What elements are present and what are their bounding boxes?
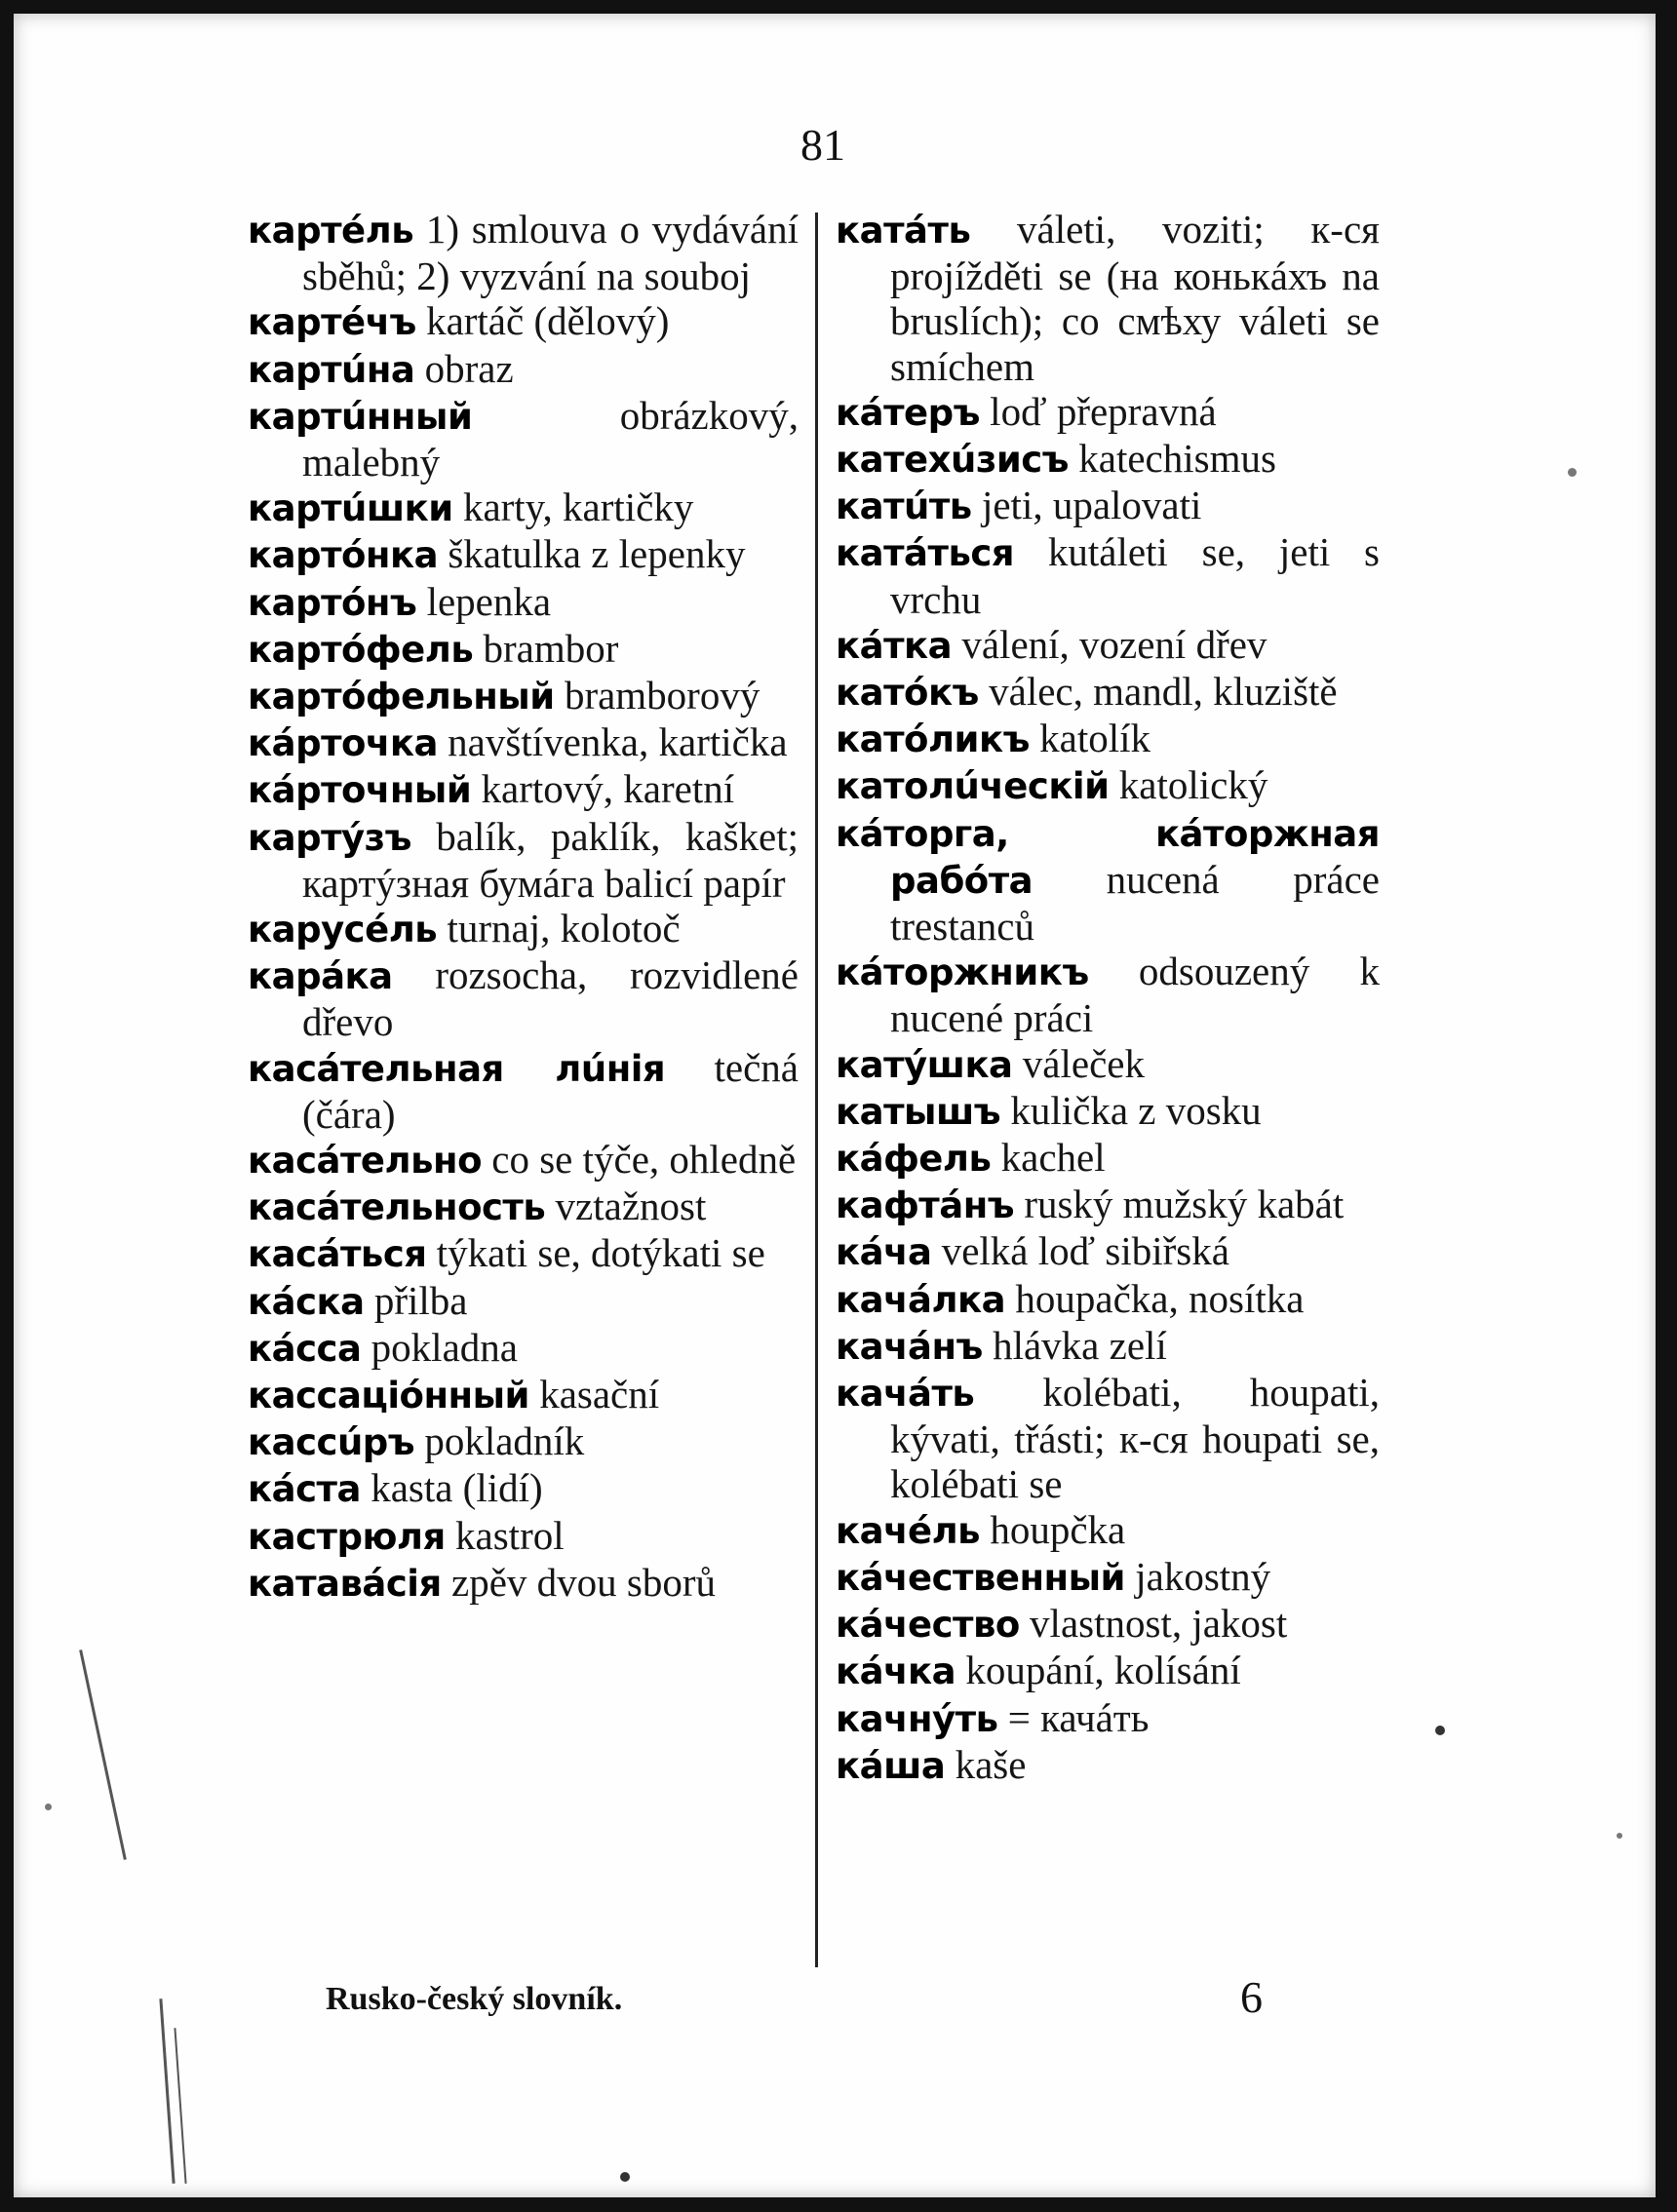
entry-headword: катóликъ: [836, 718, 1030, 761]
dictionary-entry: [248, 1184, 799, 1230]
dictionary-entry: [248, 1372, 799, 1418]
entry-definition: zpěv dvou sborů: [451, 1559, 717, 1605]
entry-definition: karty, kartičky: [462, 485, 694, 530]
dictionary-entry: [248, 531, 799, 578]
entry-definition: velká loď sibiřská: [941, 1228, 1229, 1274]
dictionary-entry: [836, 207, 1380, 389]
entry-headword: кáска: [248, 1280, 365, 1323]
entry-headword: катáться: [836, 532, 1015, 575]
entry-headword: кастрюля: [248, 1515, 446, 1558]
scan-speck: [1435, 1726, 1445, 1735]
entry-definition: katolický: [1118, 762, 1268, 808]
entry-headword: кáторжникъ: [836, 951, 1089, 994]
dictionary-entry: [836, 1742, 1380, 1789]
entry-definition: kasta (lidí): [370, 1465, 543, 1511]
entry-headword: качнýть: [836, 1697, 998, 1740]
dictionary-entry: [248, 1278, 799, 1325]
entry-headword: кáчество: [836, 1604, 1020, 1647]
dictionary-entry: [836, 1228, 1380, 1275]
entry-headword: кафтáнъ: [836, 1184, 1015, 1227]
entry-definition: přilba: [373, 1277, 468, 1323]
entry-definition: váleček: [1022, 1040, 1145, 1086]
entry-headword: касáться: [248, 1233, 427, 1276]
entry-headword: кáрточка: [248, 722, 438, 765]
dictionary-entry: [836, 762, 1380, 809]
entry-definition: turnaj, kolotoč: [447, 906, 681, 951]
entry-definition: koupání, kolísání: [965, 1648, 1241, 1693]
entry-definition: navštívenka, kartička: [448, 719, 788, 765]
entry-definition: týkati se, dotýkati se: [436, 1230, 765, 1276]
dictionary-entry: [248, 906, 799, 952]
entry-headword: катавáсія: [248, 1562, 442, 1605]
footer-title: Rusko-český slovník.: [326, 1981, 623, 2017]
entry-definition: balík, paklík, kašket; картýзная бумáга balicí papír: [302, 813, 800, 906]
dictionary-entry: [248, 1137, 799, 1184]
entry-definition: tečná (čára): [302, 1044, 799, 1137]
entry-headword: кассаціóнный: [248, 1375, 529, 1417]
dictionary-entry: [248, 346, 799, 393]
entry-headword: картóфельный: [248, 676, 555, 718]
entry-definition: kulička z vosku: [1010, 1087, 1262, 1133]
dictionary-entry: [248, 579, 799, 626]
dictionary-entry: [836, 669, 1380, 716]
dictionary-entry: [248, 673, 799, 719]
dictionary-entry: [836, 1276, 1380, 1323]
dictionary-entry: [836, 1648, 1380, 1694]
entry-headword: катáть: [836, 210, 971, 252]
dictionary-entry: [248, 298, 799, 345]
scan-speck: [1617, 1833, 1622, 1839]
dictionary-entry: [836, 949, 1380, 1040]
scan-speck: [45, 1804, 52, 1810]
dictionary-entry: [836, 389, 1380, 436]
entry-definition: bramborový: [564, 673, 760, 718]
dictionary-entry: [248, 1230, 799, 1277]
entry-definition: houpčka: [990, 1506, 1126, 1552]
entry-headword: катóкъ: [836, 672, 979, 715]
signature-mark: 6: [1240, 1972, 1263, 2022]
scan-speck: [620, 2172, 630, 2182]
entry-headword: катехúзисъ: [836, 439, 1069, 482]
entry-definition: obraz: [424, 345, 514, 391]
entry-headword: кáчка: [836, 1650, 956, 1693]
dictionary-entry: [836, 810, 1380, 950]
dictionary-entry: [836, 1695, 1380, 1742]
dictionary-entry: [836, 1323, 1380, 1370]
entry-headword: катýшка: [836, 1043, 1013, 1086]
dictionary-entry: [248, 719, 799, 766]
dictionary-entry: [248, 1560, 799, 1607]
entry-headword: кáча: [836, 1231, 932, 1274]
entry-headword: качéль: [836, 1509, 981, 1552]
entry-definition: loď přepravná: [990, 388, 1217, 434]
dictionary-entry: [248, 1045, 799, 1137]
entry-definition: kutáleti se, jeti s vrchu: [890, 529, 1380, 622]
entry-headword: касáтельно: [248, 1140, 482, 1183]
entry-headword: катúть: [836, 485, 972, 528]
entry-definition: nucená práce trestanců: [890, 856, 1380, 950]
dictionary-entry: [836, 622, 1380, 669]
dictionary-entry: [248, 626, 799, 673]
entry-definition: pokladník: [424, 1418, 585, 1464]
entry-headword: картúна: [248, 348, 415, 391]
entry-headword: кáчественный: [836, 1556, 1125, 1599]
entry-definition: vztažnost: [555, 1184, 707, 1229]
entry-definition: válec, mandl, kluziště: [989, 669, 1338, 715]
entry-definition: katechismus: [1078, 436, 1276, 482]
dictionary-entry: [248, 952, 799, 1044]
entry-headword: качáнъ: [836, 1325, 983, 1368]
entry-definition: kastrol: [455, 1512, 565, 1558]
entry-headword: картéчъ: [248, 301, 416, 344]
entry-definition: kasační: [539, 1372, 660, 1417]
entry-headword: катышъ: [836, 1090, 1001, 1133]
dictionary-entry: [836, 483, 1380, 529]
dictionary-entry: [836, 1088, 1380, 1135]
entry-definition: lepenka: [426, 578, 552, 624]
entry-definition: kartáč (dělový): [426, 298, 670, 344]
entry-headword: картéль: [248, 210, 414, 252]
dictionary-entry: [836, 1135, 1380, 1182]
entry-headword: кáрточный: [248, 769, 472, 812]
entry-headword: кáста: [248, 1468, 361, 1511]
entry-definition: vlastnost, jakost: [1030, 1601, 1288, 1647]
entry-headword: картúнный: [248, 395, 473, 438]
entry-definition: rozsocha, rozvidlené dřevo: [302, 952, 800, 1045]
entry-definition: = качáть: [1007, 1694, 1150, 1740]
entry-headword: картóфель: [248, 628, 474, 671]
entry-headword: качáть: [836, 1373, 975, 1416]
entry-headword: католúческій: [836, 765, 1110, 808]
entry-definition: hlávka zelí: [993, 1322, 1167, 1368]
entry-headword: касáтельность: [248, 1186, 546, 1229]
entry-headword: кáторга, кáторжная рабóта: [836, 812, 1380, 902]
entry-headword: картúшки: [248, 487, 453, 530]
entry-headword: картóнка: [248, 534, 439, 577]
dictionary-entry: [836, 1507, 1380, 1554]
scan-speck: [1568, 468, 1577, 477]
entry-definition: váleti, voziti; к-ся projížděti se (на конькáхъ na bruslích); со смѣху váleti se smíchem: [890, 207, 1381, 389]
dictionary-entry: [248, 1418, 799, 1465]
entry-definition: jakostný: [1135, 1553, 1271, 1599]
entry-definition: válení, vození dřev: [961, 621, 1268, 667]
entry-definition: jeti, upalovati: [981, 483, 1202, 528]
entry-definition: brambor: [483, 625, 619, 671]
entry-headword: картóнъ: [248, 581, 417, 624]
entry-headword: кассúръ: [248, 1421, 415, 1464]
entry-definition: houpačka, nosítka: [1015, 1275, 1305, 1321]
dictionary-entry: [248, 207, 799, 298]
dictionary-entry: [836, 1554, 1380, 1601]
entry-headword: карусéль: [248, 909, 438, 951]
dictionary-entry: [836, 436, 1380, 483]
dictionary-entry: [836, 1601, 1380, 1648]
entry-definition: co se týče, ohledně: [491, 1137, 797, 1183]
entry-definition: škatulka z lepenky: [448, 531, 746, 577]
entry-headword: кáтка: [836, 624, 953, 667]
dictionary-entry: [836, 1041, 1380, 1088]
entry-definition: kolébati, houpati, kývati, třásti; к-ся houpati se, kolébati se: [890, 1370, 1380, 1507]
entry-definition: kaše: [955, 1741, 1027, 1787]
page-number: 81: [800, 120, 845, 170]
dictionary-entry: [836, 1182, 1380, 1228]
entry-headword: кáсса: [248, 1327, 362, 1370]
left-column: [248, 207, 799, 1607]
dictionary-entry: [836, 1370, 1380, 1507]
entry-definition: ruský mužský kabát: [1024, 1182, 1345, 1227]
entry-headword: качáлка: [836, 1278, 1006, 1321]
entry-headword: кáфель: [836, 1138, 992, 1181]
entry-definition: pokladna: [370, 1324, 518, 1370]
dictionary-entry: [248, 1325, 799, 1372]
dictionary-entry: [836, 529, 1380, 621]
entry-definition: 1) smlouva o vydávání sběhů; 2) vyzvání na souboj: [302, 207, 799, 299]
dictionary-entry: [248, 1465, 799, 1512]
dictionary-entry: [248, 393, 799, 485]
entry-definition: obrázkový, malebný: [302, 392, 799, 485]
dictionary-entry: [248, 766, 799, 813]
dictionary-entry: [248, 814, 799, 906]
right-column: [836, 207, 1380, 1789]
dictionary-entry: [248, 1513, 799, 1560]
entry-definition: kachel: [1000, 1135, 1106, 1181]
entry-headword: кáтеръ: [836, 391, 980, 434]
dictionary-entry: [248, 485, 799, 531]
entry-headword: картýзъ: [248, 816, 411, 859]
entry-definition: katolík: [1039, 716, 1151, 761]
entry-headword: карáка: [248, 955, 393, 998]
entry-headword: кáша: [836, 1744, 946, 1787]
entry-headword: касáтельная лúнія: [248, 1047, 666, 1090]
column-divider: [815, 213, 818, 1967]
dictionary-entry: [836, 716, 1380, 762]
entry-definition: odsouzený k nucené práci: [890, 949, 1380, 1041]
entry-definition: kartový, karetní: [481, 766, 735, 812]
